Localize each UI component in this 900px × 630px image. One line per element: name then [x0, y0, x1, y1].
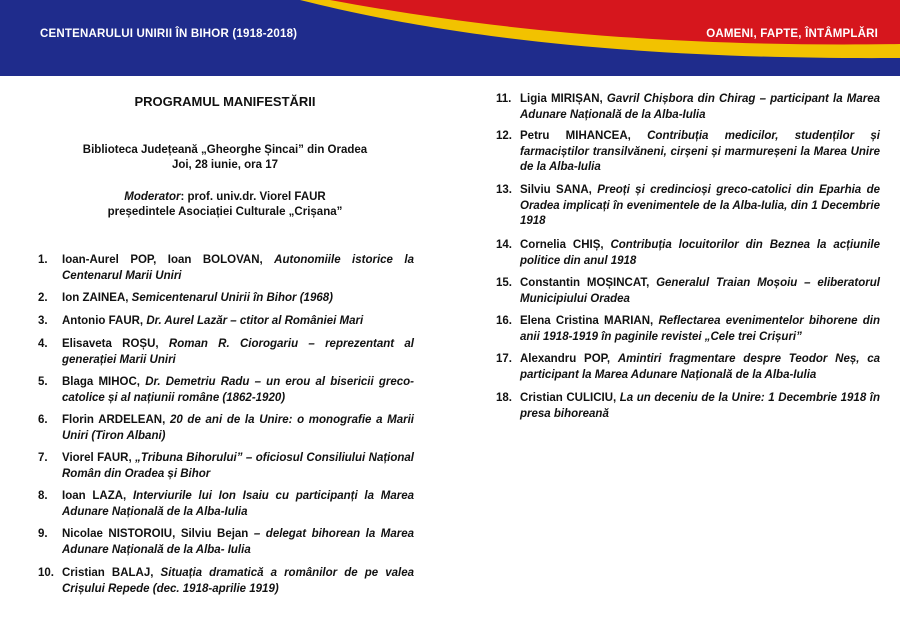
item-number: 4.	[38, 338, 48, 350]
item-number: 5.	[38, 376, 48, 388]
item-author: Ligia MIRIȘAN,	[520, 93, 603, 105]
item-number: 9.	[38, 528, 48, 540]
header-banner	[0, 0, 900, 76]
item-title: La un deceniu de la Unire: 1 Decembrie 1918 în presa bihoreană	[520, 392, 880, 420]
item-author: Cristian CULICIU,	[520, 392, 617, 404]
item-number: 7.	[38, 452, 48, 464]
program-item	[38, 314, 414, 330]
item-author: Ioan LAZA,	[62, 490, 127, 502]
program-item	[496, 314, 880, 345]
program-item	[38, 375, 414, 406]
item-author: Elisaveta ROȘU,	[62, 338, 159, 350]
item-title: Situația dramatică a românilor de pe valea Crișului Repede (dec. 1918-aprilie 1919)	[62, 567, 414, 595]
program-item	[38, 451, 414, 482]
item-number: 2.	[38, 292, 48, 304]
program-item	[496, 276, 880, 307]
item-author: Nicolae NISTOROIU, Silviu Bejan	[62, 528, 249, 540]
item-title: Amintiri fragmentare despre Teodor Neș, ca participant la Marea Adunare Națională de la Alba-Iulia	[520, 353, 881, 381]
item-title: Reflectarea evenimentelor bihorene din anii 1918-1919 în paginile revistei „Cele trei Crișuri”	[520, 315, 881, 343]
item-title: „Tribuna Bihorului” – oficiosul Consiliului Național Român din Oradea și Bihor	[62, 452, 414, 480]
item-title: 20 de ani de la Unire: o monografie a Marii Uniri (Tiron Albani)	[62, 414, 414, 442]
program-item	[496, 183, 880, 230]
item-author: Elena Cristina MARIAN,	[520, 315, 654, 327]
item-number: 17.	[496, 353, 512, 365]
item-author: Alexandru POP,	[520, 353, 611, 365]
item-number: 10.	[38, 567, 54, 579]
program-item	[38, 527, 414, 558]
program-item	[496, 238, 880, 269]
item-number: 15.	[496, 277, 512, 289]
item-author: Ion ZAINEA,	[62, 292, 129, 304]
item-number: 13.	[496, 184, 512, 196]
item-number: 16.	[496, 315, 512, 327]
item-number: 14.	[496, 239, 512, 251]
item-author: Viorel FAUR,	[62, 452, 132, 464]
item-number: 6.	[38, 414, 48, 426]
item-title: Generalul Traian Moșoiu – eliberatorul Municipiului Oradea	[520, 277, 880, 305]
program-item	[38, 566, 414, 597]
moderator-label: Moderator	[124, 191, 181, 203]
item-title: – delegat bihorean la Marea Adunare Națională de la Alba- Iulia	[62, 528, 414, 556]
item-number: 11.	[496, 93, 512, 105]
item-author: Cornelia CHIȘ,	[520, 239, 604, 251]
program-item	[496, 92, 880, 123]
item-author: Blaga MIHOC,	[62, 376, 141, 388]
program-title: PROGRAMUL MANIFESTĂRII	[134, 94, 316, 109]
item-author: Silviu SANA,	[520, 184, 592, 196]
header-right-title: OAMENI, FAPTE, ÎNTÂMPLĂRI	[706, 28, 878, 40]
item-title: Roman R. Ciorogariu – reprezentant al generației Marii Uniri	[62, 338, 414, 366]
item-title: Dr. Aurel Lazăr – ctitor al României Mari	[146, 315, 364, 327]
program-item	[496, 391, 880, 422]
item-author: Constantin MOȘINCAT,	[520, 277, 650, 289]
item-number: 3.	[38, 315, 48, 327]
item-number: 12.	[496, 130, 512, 142]
item-title: Contribuția locuitorilor din Beznea la acțiunile politice din anul 1918	[520, 239, 880, 267]
item-author: Petru MIHANCEA,	[520, 130, 631, 142]
moderator-line	[0, 190, 450, 205]
item-title: Gavril Chișbora din Chirag – participant la Marea Adunare Națională de la Alba-Iulia	[520, 93, 881, 121]
venue-block	[0, 143, 450, 173]
item-title: Autonomiile istorice la Centenarul Marii Uniri	[62, 254, 414, 282]
item-author: Ioan-Aurel POP, Ioan BOLOVAN,	[62, 254, 263, 266]
item-author: Florin ARDELEAN,	[62, 414, 166, 426]
item-number: 1.	[38, 254, 48, 266]
item-title: Semicentenarul Unirii în Bihor (1968)	[131, 292, 333, 304]
item-title: Dr. Demetriu Radu – un erou al bisericii greco-catolice și al națiunii române (1862-1920)	[62, 376, 414, 404]
item-title: Preoți și credincioși greco-catolici din Eparhia de Oradea implicați în evenimentele de la Alba-Iulia, din 1 Decembrie 1918	[520, 184, 880, 227]
venue-name: Biblioteca Județeană „Gheorghe Șincai” din Oradea	[82, 144, 368, 156]
item-title: Contribuția medicilor, studenților și farmaciștilor transilvăneni, cirșeni și marmureșeni la Marea Unire de la Alba-Iulia	[520, 130, 880, 173]
program-item	[38, 291, 414, 307]
item-author: Antonio FAUR,	[62, 315, 144, 327]
item-author: Cristian BALAJ,	[62, 567, 154, 579]
moderator-name: : prof. univ.dr. Viorel FAUR	[180, 191, 326, 203]
header-left-title: CENTENARULUI UNIRII ÎN BIHOR (1918-2018)	[40, 28, 298, 40]
program-item	[38, 253, 414, 284]
item-title: Interviurile lui Ion Isaiu cu participanți la Marea Adunare Națională de la Alba-Iulia	[62, 490, 414, 518]
item-number: 18.	[496, 392, 512, 404]
program-item	[38, 489, 414, 520]
program-item	[496, 352, 880, 383]
moderator-block	[0, 190, 450, 220]
program-item	[496, 129, 880, 176]
item-number: 8.	[38, 490, 48, 502]
program-item	[38, 413, 414, 444]
event-date: Joi, 28 iunie, ora 17	[171, 159, 279, 171]
program-item	[38, 337, 414, 368]
moderator-role: președintele Asociației Culturale „Crișana”	[107, 206, 343, 218]
